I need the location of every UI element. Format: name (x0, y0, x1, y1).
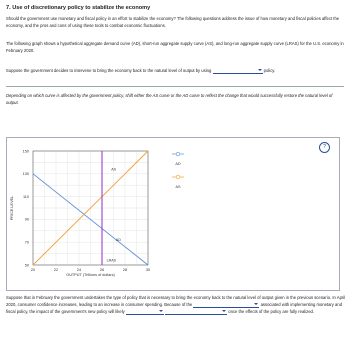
policy-type-dropdown[interactable] (213, 68, 263, 74)
implementation-dropdown[interactable] (193, 302, 259, 308)
ad-curve-label: AD (115, 238, 121, 243)
as-curve-label: AS (111, 167, 116, 172)
policy-sentence-prefix: Suppose the government decides to intervene to bring the economy back to the natural level of output by using (6, 68, 212, 73)
as-tool[interactable] (172, 175, 184, 189)
chevron-down-icon (159, 310, 163, 312)
ad-tool[interactable] (172, 152, 184, 166)
y-axis-label: PRICE LEVEL (10, 195, 14, 221)
y-tick-label: 50 (24, 263, 29, 268)
y-tick-label: 130 (22, 172, 29, 177)
x-tick-label: 26 (99, 268, 105, 272)
x-tick-label: 30 (145, 268, 151, 272)
followup-paragraph (6, 294, 346, 315)
divider (6, 86, 344, 87)
lras-curve-label: LRAS (106, 258, 116, 263)
policy-sentence-suffix: policy. (263, 68, 276, 73)
chevron-down-icon (254, 303, 258, 305)
y-tick-label: 90 (24, 217, 29, 222)
policy-sentence (6, 67, 346, 74)
y-tick-label: 110 (22, 194, 29, 199)
ad-tool-label: AD (175, 162, 181, 166)
followup-text-1: Suppose that in February the government undertakes the type of policy that is necessary to bring the economy back to the natural level of output given in the previous scenario. In April 2020, consumer confidence increases, leading to an increase in consumer spending. Because of the (6, 295, 346, 307)
as-tool-label: AS (175, 185, 181, 189)
question-title: 7. Use of discretionary policy to stabilize the economy (6, 5, 151, 11)
x-tick-label: 28 (122, 268, 128, 272)
help-icon[interactable]: ? (319, 142, 330, 153)
instruction-text: Depending on which curve is affected by the government policy, shift either the AS curve or the AD curve to reflect the change that would successfully restore the natural level of output. (6, 93, 333, 105)
intro-text: Should the government use monetary and fiscal policy in an effort to stabilize the economy? The following questions address the issue of how monetary and fiscal policies affect the economy, and the pros and cons of using these tools to combat economic fluctuations. (6, 16, 340, 28)
y-tick-label: 150 (22, 149, 29, 154)
impact-dropdown[interactable] (126, 309, 164, 315)
x-tick-label: 22 (53, 268, 59, 272)
x-tick-label: 24 (76, 268, 82, 272)
impact-timing-dropdown[interactable] (165, 309, 227, 315)
followup-text-2: associated with implementing monetary and fiscal policy, the impact of the government's new policy will likely (6, 302, 343, 314)
followup-text-3: once the effects of the policy are fully realized. (228, 309, 315, 314)
aggregate-demand-supply-chart (6, 137, 338, 289)
chevron-down-icon (222, 310, 226, 312)
chevron-down-icon (258, 69, 262, 71)
y-tick-label: 70 (24, 240, 29, 245)
x-axis-label: OUTPUT (Trillions of dollars) (66, 273, 115, 277)
graph-description: The following graph shows a hypothetical aggregate demand curve (AD), short-run aggregate supply curve (AS), and long-run aggregate supply curve (LRAS) for the U.S. economy in February 2020. (6, 41, 344, 53)
x-tick-label: 20 (30, 268, 36, 272)
